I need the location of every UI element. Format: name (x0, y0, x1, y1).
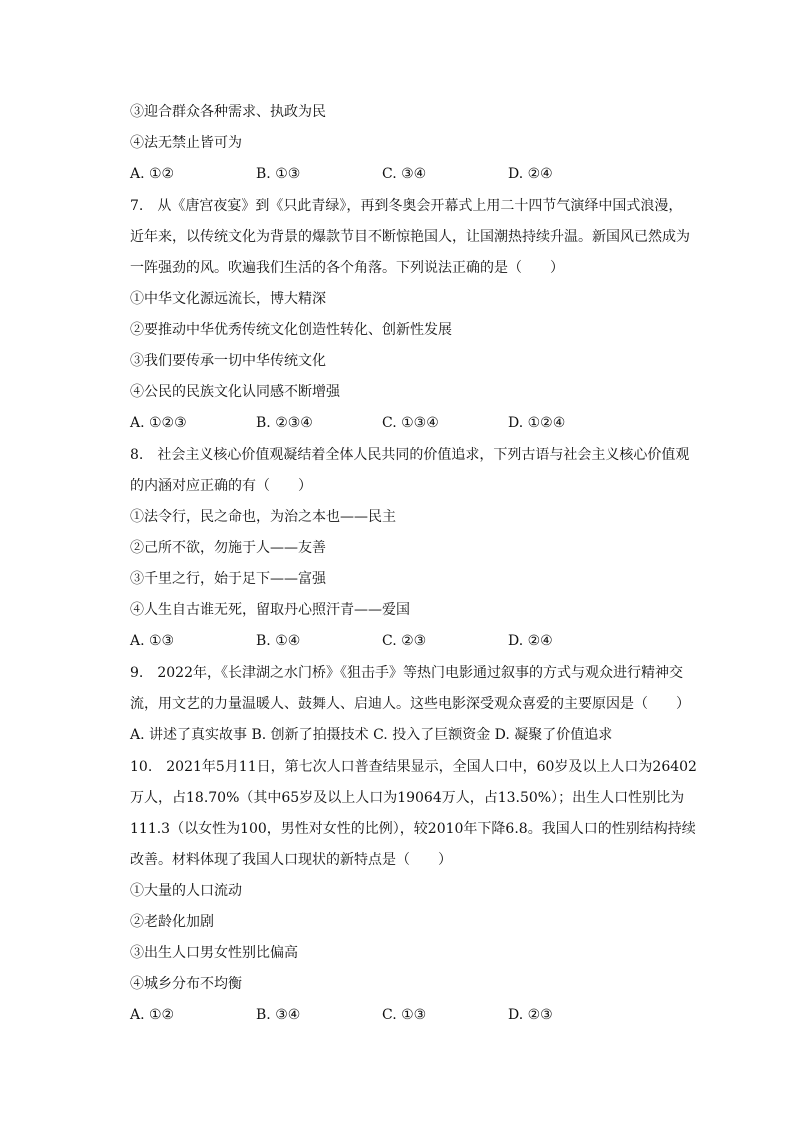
q10-option-d: D. ②③ (508, 1007, 553, 1023)
q10-stem-line-3: 111.3（以女性为100，男性对女性的比例），较2010年下降6.8。我国人口的性别结构持续 (130, 821, 696, 837)
q9-stem-line-1 (130, 663, 690, 683)
q7-option-a: A. ①②③ (130, 415, 187, 431)
q8-option-c: C. ②③ (382, 633, 427, 649)
q9-stem-line-2: 流，用文艺的力量温暖人、鼓舞人、启迪人。这些电影深受观众喜爱的主要原因是（ ） (130, 696, 690, 712)
q10-option-b: B. ③④ (256, 1007, 301, 1023)
q10-item-2: ②老龄化加剧 (130, 914, 214, 930)
q6-option-a: A. ①② (130, 166, 175, 182)
q8-option-a: A. ①③ (130, 633, 175, 649)
q8-item-4: ④人生自古谁无死，留取丹心照汗青——爱国 (130, 602, 410, 618)
q7-options (130, 413, 690, 433)
q10-item-4: ④城乡分布不均衡 (130, 976, 242, 992)
q7-stem-line-3: 一阵强劲的风。吹遍我们生活的各个角落。下列说法正确的是（ ） (130, 260, 564, 276)
q9-number: 9. (130, 665, 144, 681)
q10-options (130, 1005, 690, 1025)
q9-options: A. 讲述了真实故事 B. 创新了拍摄技术 C. 投入了巨额资金 D. 凝聚了价值追求 (130, 727, 613, 743)
q6-item-4: ④法无禁止皆可为 (130, 135, 242, 151)
q7-option-b: B. ②③④ (256, 415, 313, 431)
q8-options (130, 631, 690, 651)
q8-stem-line-1 (130, 445, 690, 465)
q8-stem-line-2: 的内涵对应正确的有（ ） (130, 478, 312, 494)
q6-item-3: ③迎合群众各种需求、执政为民 (130, 104, 326, 120)
q6-option-b: B. ①③ (256, 166, 301, 182)
q10-item-3: ③出生人口男女性别比偏高 (130, 945, 298, 961)
q7-option-c: C. ①③④ (382, 415, 439, 431)
q10-stem-line-2: 万人，占18.70%（其中65岁及以上人口为19064万人，占13.50%）；出生人口性别比为 (130, 790, 685, 806)
q8-option-b: B. ①④ (256, 633, 301, 649)
q7-stem-line-2: 近年来，以传统文化为背景的爆款节目不断惊艳国人，让国潮热持续升温。新国风已然成为 (130, 229, 690, 245)
q8-option-d: D. ②④ (508, 633, 553, 649)
q7-stem-line-1 (130, 196, 690, 216)
q10-stem-text-1: 2021年5月11日，第七次人口普查结果显示，全国人口中，60岁及以上人口为26402 (166, 759, 697, 775)
q10-option-c: C. ①③ (382, 1007, 427, 1023)
q8-stem-text-1: 社会主义核心价值观凝结着全体人民共同的价值追求，下列古语与社会主义核心价值观 (157, 447, 690, 463)
q7-item-3: ③我们要传承一切中华传统文化 (130, 353, 326, 369)
q9-stem-text-1: 2022年，《长津湖之水门桥》《狙击手》等热门电影通过叙事的方式与观众进行精神交 (157, 665, 683, 681)
q8-number: 8. (130, 447, 144, 463)
q8-item-2: ②己所不欲，勿施于人——友善 (130, 540, 326, 556)
q10-stem-line-4: 改善。材料体现了我国人口现状的新特点是（ ） (130, 852, 452, 868)
q7-item-1: ①中华文化源远流长，博大精深 (130, 291, 326, 307)
q6-option-d: D. ②④ (508, 166, 553, 182)
q10-number: 10. (130, 759, 153, 775)
q10-item-1: ①大量的人口流动 (130, 883, 242, 899)
q6-option-c: C. ③④ (382, 166, 427, 182)
q7-option-d: D. ①②④ (508, 415, 566, 431)
q10-option-a: A. ①② (130, 1007, 175, 1023)
q10-stem-line-1 (130, 757, 697, 777)
q7-stem-text-1: 从《唐宫夜宴》到《只此青绿》，再到冬奥会开幕式上用二十四节气演绎中国式浪漫， (157, 198, 683, 214)
q8-item-3: ③千里之行，始于足下——富强 (130, 571, 326, 587)
q8-item-1: ①法令行，民之命也，为治之本也——民主 (130, 509, 396, 525)
q6-options (130, 164, 690, 184)
q7-number: 7. (130, 198, 144, 214)
q7-item-2: ②要推动中华优秀传统文化创造性转化、创新性发展 (130, 322, 452, 338)
q7-item-4: ④公民的民族文化认同感不断增强 (130, 384, 340, 400)
